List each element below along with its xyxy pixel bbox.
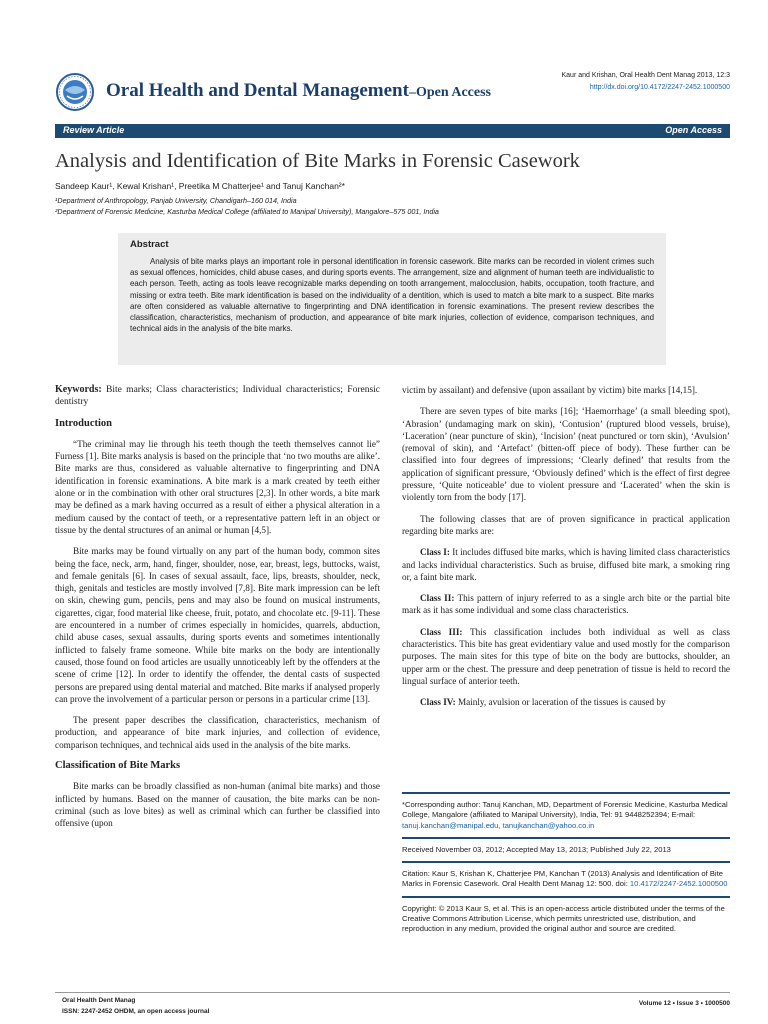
review-article-label: Review Article bbox=[63, 125, 125, 135]
footer-volume: Volume 12 • Issue 3 • 1000500 bbox=[638, 1000, 730, 1007]
header-citation bbox=[562, 70, 731, 94]
class-3-paragraph bbox=[402, 626, 730, 687]
class-4-label: Class IV: bbox=[420, 697, 456, 708]
continued-paragraph: victim by assailant) and defensive (upon assailant by victim) bite marks [14,15]. bbox=[402, 385, 698, 395]
bite-types-paragraph: There are seven types of bite marks [16]; ‘Haemorrhage’ (a small bleeding spot), ‘Abrasion’ (undamaging mark on skin), ‘Contusion’ (ruptured blood vessels, bruise), ‘Laceration’ (near puncture of skin), ‘Incision’ (neat punctured or torn skin), ‘Avulsion’ (removal of skin), and ‘Artefact’ (bitten-off piece of body). These further can be classified into four degrees of impressions; ‘Clearly defined’ that results from the application of significant pressure, ‘Obviously defined’ which is the effect of first degree pressure, ‘Quite noticeable’ due to violent pressure and ‘Lacerated’ when the skin is violently torn from the body [17]. bbox=[402, 406, 730, 503]
keywords-label: Keywords: bbox=[55, 384, 102, 395]
citation-text: Citation: Kaur S, Krishan K, Chatterjee PM, Kanchan T (2013) Analysis and Identification of Bite Marks in Forensic Casework. Oral Health Dent Manag 12: 500. doi: bbox=[402, 869, 723, 889]
footer-journal: Oral Health Dent Manag bbox=[62, 997, 136, 1004]
author-list: Sandeep Kaur¹, Kewal Krishan¹, Preetika M Chatterjee¹ and Tanuj Kanchan²* bbox=[55, 181, 345, 191]
class-1-paragraph bbox=[402, 546, 730, 583]
citation-doi-link[interactable]: 10.4172/2247-2452.1000500 bbox=[629, 879, 728, 889]
article-type-ribbon bbox=[55, 124, 730, 138]
class-1-label: Class I: bbox=[420, 547, 450, 558]
class-4-paragraph bbox=[402, 696, 730, 708]
open-access-label: Open Access bbox=[665, 125, 722, 135]
left-column bbox=[55, 384, 380, 839]
article-info-boxes bbox=[402, 792, 730, 941]
corresponding-author-box bbox=[402, 792, 730, 831]
abstract-text: Analysis of bite marks plays an important role in personal identification in forensic casework. Bite marks can be recorded in violent crimes such as sexual offences, homicides, child abuse cases, and during sports events. The arrangement, size and alignment of human teeth are individualistic to each person. Teeth, acting as tools leave recognizable marks depending on tooth arrangement, malocclusion, habits, occupation, tooth fracture, and missing or extra teeth. Bite mark identification is based on the individuality of a dentition, which is used to match a bite mark to a suspect. Bite marks are often considered as valuable alternative to fingerprinting and DNA identification in forensic examinations. The present review describes the classification, characteristics, mechanism of production, and appearance of bite mark injuries, collection of evidence, comparison techniques, and technical aids in the analysis of the bite marks. bbox=[130, 257, 654, 334]
journal-title: Oral Health and Dental Management bbox=[106, 80, 409, 101]
intro-paragraph-1: “The criminal may lie through his teeth though the teeth themselves cannot lie” Furness [1]. Bite marks analysis is based on the principle that ‘no two mouths are alike’. Bite marks are thus, considered as valuable alternative to fingerprinting and DNA identification in forensic examinations. A bite mark is a mark created by teeth either alone or in the combination with other oral structures [2,3]. In other words, a bite mark may be defined as a mark having occurred as a result of either a physical alteration in a medium caused by the contact of teeth, or a representative pattern left in an object or tissue by the dental structures of an animal or human [4,5]. bbox=[55, 438, 380, 535]
footer-issn: ISSN: 2247-2452 OHDM, an open access journal bbox=[62, 1008, 210, 1015]
classification-paragraph: Bite marks can be broadly classified as non-human (animal bite marks) and those inflicted by humans. Based on the manner of causation, the bite marks can be non-criminal (such as love bites) as well as criminal which can further be classified into offensive (upon bbox=[55, 781, 380, 829]
classes-intro-paragraph: The following classes that are of proven significance in practical application regarding bite marks are: bbox=[402, 513, 730, 536]
class-4-text: Mainly, avulsion or laceration of the tissues is caused by bbox=[455, 697, 666, 708]
right-column bbox=[402, 384, 730, 718]
journal-logo-icon bbox=[55, 72, 95, 112]
article-title: Analysis and Identification of Bite Marks in Forensic Casework bbox=[55, 150, 580, 172]
intro-paragraph-3: The present paper describes the classification, characteristics, mechanism of production, and appearance of bite mark injuries, and collection of evidence, comparison techniques, and technical aids used in the analysis of the bite marks. bbox=[55, 715, 380, 750]
classification-heading: Classification of Bite Marks bbox=[55, 760, 181, 772]
introduction-heading: Introduction bbox=[55, 417, 112, 429]
class-2-label: Class II: bbox=[420, 593, 455, 604]
footer-divider bbox=[55, 992, 730, 993]
journal-name bbox=[106, 80, 491, 102]
class-3-text: This classification includes both individual as well as class characteristics. This bite has great evidentiary value and used mostly for the comparison purposes. The main sites for this type of bite on the body are buttocks, shoulder, an upper arm or the chest. The pressure and deep penetration of tissue is held to record the lingual surface of anterior teeth. bbox=[402, 626, 730, 686]
citation-box bbox=[402, 861, 730, 890]
corresponding-author-text: *Corresponding author: Tanuj Kanchan, MD, Department of Forensic Medicine, Kasturba Medical College, Mangalore (affiliated to Manipal University), India, Tel: 91 9448252394; E-mail: bbox=[402, 800, 728, 820]
intro-paragraph-2: Bite marks may be found virtually on any part of the human body, common sites being the face, neck, arm, hand, finger, shoulder, nose, ear, breast, legs, buttocks, waist, and female genitals [6]. In cases of sexual assault, face, lips, breasts, shoulder, neck, thigh, genitals and testicles are mostly involved [7,8]. Bite mark impression can be left on skin, chewing gum, pencils, pens and may also be found on musical instruments, cigarettes, cigar, food material like cheese, fruit, potato, and chocolate etc. [9-11]. These are encountered in a number of crimes especially in homicides, quarrels, abduction, child abuse cases, sexual assaults, during sports events and sometimes intentionally inflicted to falsely frame someone. While bite marks on the body are intentionally caused, those found on food articles are usually unnoticeably left by the offenders at the scene of crime [12]. In order to identify the offender, the dental casts of suspected persons are prepared using dental material and matched. Bite marks if analysed properly can prove the involvement of a particular person or persons in a particular crime [13]. bbox=[55, 546, 380, 704]
affiliation-1: ¹Department of Anthropology, Panjab University, Chandigarh–160 014, India bbox=[55, 196, 297, 205]
citation-line: Kaur and Krishan, Oral Health Dent Manag 2013, 12:3 bbox=[561, 72, 730, 79]
publication-dates: Received November 03, 2012; Accepted May 13, 2013; Published July 22, 2013 bbox=[402, 844, 671, 854]
author-email-links[interactable]: tanuj.kanchan@manipal.edu, tanujkanchan@yahoo.co.in bbox=[402, 820, 595, 830]
copyright-text: Copyright: © 2013 Kaur S, et al. This is an open-access article distributed under the terms of the Creative Commons Attribution License, which permits unrestricted use, distribution, and reproduction in any medium, provided the original author and source are credited. bbox=[402, 903, 725, 934]
doi-link[interactable]: http://dx.doi.org/10.4172/2247-2452.1000500 bbox=[589, 84, 730, 91]
class-3-label: Class III: bbox=[420, 626, 463, 637]
class-2-paragraph bbox=[402, 592, 730, 617]
abstract-heading: Abstract bbox=[130, 239, 169, 250]
class-1-text: It includes diffused bite marks, which is having limited class characteristics and lacks individual characteristics. Such as bruise, diffused bite mark, a smoking ring or, a faint bite mark. bbox=[402, 547, 730, 582]
keywords-text: Bite marks; Class characteristics; Individual characteristics; Forensic dentistry bbox=[55, 385, 380, 408]
abstract-box bbox=[118, 233, 666, 365]
copyright-box bbox=[402, 896, 730, 935]
dates-box bbox=[402, 837, 730, 855]
affiliation-2: ²Department of Forensic Medicine, Kasturba Medical College (affiliated to Manipal University), Mangalore–575 001, India bbox=[55, 207, 439, 216]
open-access-suffix: –Open Access bbox=[408, 85, 491, 100]
keywords bbox=[55, 384, 380, 409]
class-2-text: This pattern of injury referred to as a single arch bite or the partial bite mark as it has some individual and some class characteristics. bbox=[402, 593, 730, 616]
